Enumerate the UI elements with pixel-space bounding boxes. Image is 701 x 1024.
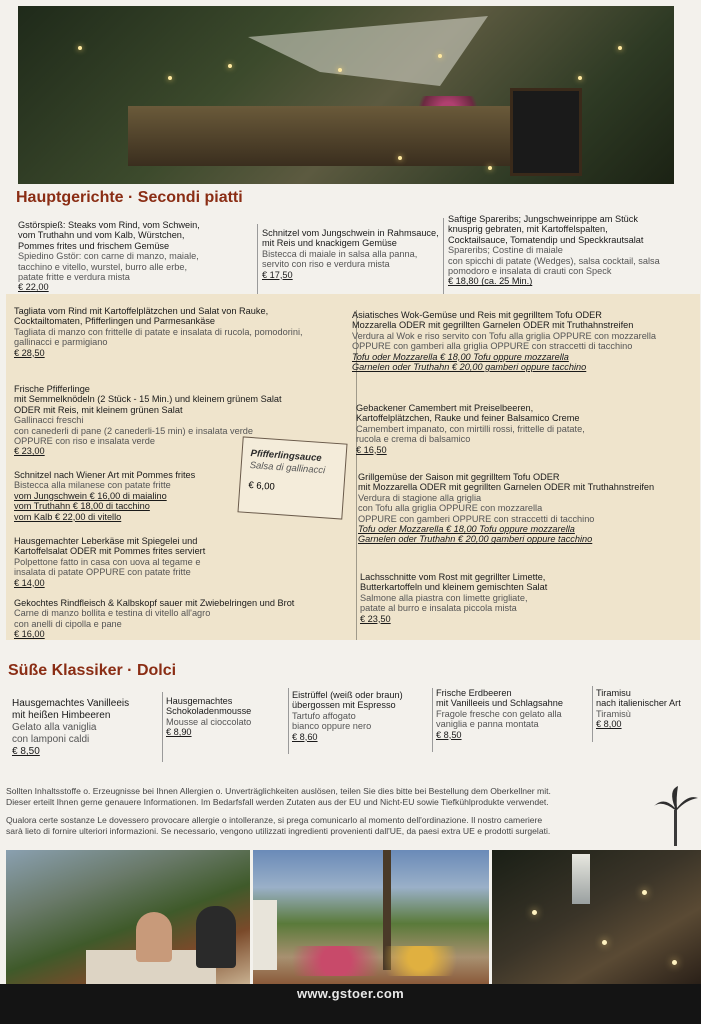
item-it-2: insalata di patate OPPURE con patate fritte xyxy=(14,567,191,578)
item-de-2: mit Mozzarella ODER mit gegrillten Garnelen ODER mit Truthahnstreifen xyxy=(358,482,655,493)
allergy-notice xyxy=(6,786,666,838)
item-de-2: Cocktailtomaten, Pfifferlingen und Parmesankäse xyxy=(14,316,216,327)
dining-couple-photo xyxy=(6,850,250,984)
sauce-note-card xyxy=(237,436,347,519)
item-de-3: Cocktailsauce, Tomatendip und Speckkrautsalat xyxy=(448,234,644,245)
item-it-1: Verdura di stagione alla griglia xyxy=(358,492,482,503)
price-line: vom Jungschwein € 16,00 di maialino xyxy=(14,490,167,501)
item-it-1: Spareribs; Costine di maiale xyxy=(448,245,563,256)
item-it-1: Tartufo affogato xyxy=(292,710,356,721)
item-de-1: Asiatisches Wok-Gemüse und Reis mit gegrilltem Tofu ODER xyxy=(352,310,602,320)
chalkboard-sign xyxy=(510,88,582,176)
item-it-1: Verdura al Wok e riso servito con Tofu alla griglia OPPURE con mozzarella xyxy=(352,330,657,341)
item-de-3: ODER mit Reis, mit kleinem grünen Salat xyxy=(14,404,183,415)
menu-item xyxy=(14,306,350,358)
item-it-2: gallinacci e parmigiano xyxy=(14,337,108,348)
item-de-1: Tiramisu xyxy=(596,688,631,698)
item-it-1: Spiedino Gstör: con carne di manzo, maiale, xyxy=(18,251,199,262)
column-divider xyxy=(257,224,258,298)
item-de-2: Kartoffelplätzchen, Rauke und feiner Balsamico Creme xyxy=(356,413,580,424)
footer-bar xyxy=(0,984,701,1024)
item-it-3: pomodoro e insalata di crauti con Speck xyxy=(448,266,612,277)
item-de-2: mit Vanilleeis und Schlagsahne xyxy=(436,698,564,709)
website-link[interactable]: www.gstoer.com xyxy=(296,986,405,1001)
item-de-2: mit heißen Himbeeren xyxy=(12,710,111,721)
item-it-1: Bistecca di maiale in salsa alla panna, xyxy=(262,248,418,259)
item-de-2: Schokoladenmousse xyxy=(166,706,252,717)
item-it-1: Polpettone fatto in casa con uova al tegame e xyxy=(14,556,201,567)
item-it-2: vaniglia e panna montata xyxy=(436,719,539,730)
price-line: Garnelen oder Truthahn € 20,00 gamberi oppure tacchino xyxy=(358,534,593,545)
menu-item xyxy=(448,214,700,287)
item-de-1: Gstörspieß: Steaks vom Rind, vom Schwein, xyxy=(18,220,200,230)
column-divider xyxy=(443,218,444,298)
sauce-price: € 6,00 xyxy=(247,479,276,493)
item-price: € 17,50 xyxy=(262,269,293,280)
menu-item xyxy=(358,472,698,545)
item-price: € 8,50 xyxy=(436,729,462,740)
section-title-hauptgerichte: Hauptgerichte · Secondi piatti xyxy=(16,189,243,206)
item-de-2: Butterkartoffeln und kleinem gemischten Salat xyxy=(360,582,548,593)
item-it-1: Fragole fresche con gelato alla xyxy=(436,708,562,719)
price-line: Tofu oder Mozzarella € 18,00 Tofu oppure mozzarella xyxy=(352,351,569,362)
item-price: € 16,50 xyxy=(356,444,387,455)
item-de-1: Frische Erdbeeren xyxy=(436,688,512,698)
item-it-3: patate fritte e verdura mista xyxy=(18,272,130,283)
menu-item xyxy=(14,470,244,522)
notice-line: sarà lieto di fornire ulteriori informazioni. Se necessario, vengono utilizzati ingredienti provenienti dall'UE, da paesi extra UE e prodotti surgelati. xyxy=(6,826,551,837)
item-de-2: vom Truthahn und vom Kalb, Würstchen, xyxy=(18,230,185,241)
item-it-2: bianco oppure nero xyxy=(292,721,372,732)
item-de-1: Hausgemachtes Vanilleeis xyxy=(12,698,130,709)
item-de-1: Eistrüffel (weiß oder braun) xyxy=(292,690,403,700)
dessert-item xyxy=(12,698,162,758)
item-de-2: mit Semmelknödeln (2 Stück - 15 Min.) und kleinem grünem Salat xyxy=(14,394,282,405)
item-price: € 28,50 xyxy=(14,347,45,358)
item-de-1: Saftige Spareribs; Jungschweinrippe am Stück xyxy=(448,214,638,224)
item-price: € 22,00 xyxy=(18,282,49,293)
menu-item xyxy=(14,598,354,640)
item-it-2: OPPURE con gamberi alla griglia OPPURE con straccetti di tacchino xyxy=(352,341,633,352)
notice-line: Dieser erteilt Ihnen gerne genauere Informationen. Im Bedarfsfall werden Zutaten aus der EU und Nicht-EU sowie Tiefkühlprodukte verwendet. xyxy=(6,797,549,808)
menu-item xyxy=(18,220,248,293)
price-line: vom Kalb € 22,00 di vitello xyxy=(14,511,122,522)
item-de-2: nach italienischer Art xyxy=(596,698,681,709)
item-it-2: con spicchi di patate (Wedges), salsa cocktail, salsa xyxy=(448,255,660,266)
price-line: Tofu oder Mozzarella € 18,00 Tofu oppure mozzarella xyxy=(358,524,575,535)
column-divider xyxy=(288,688,289,754)
item-it-2: con canederli di pane (2 canederli-15 min) e insalata verde xyxy=(14,425,254,436)
item-it-1: Carne di manzo bollita e testina di vitello all'agro xyxy=(14,608,211,619)
item-de-1: Frische Pfifferlinge xyxy=(14,384,90,394)
notice-line: Qualora certe sostanze Le dovessero provocare allergie o intolleranze, si prega comunicarlo al momento dell'ordinazione. Il nostro cameriere xyxy=(6,814,543,825)
menu-item xyxy=(360,572,690,624)
item-it-1: Mousse al cioccolato xyxy=(166,716,252,727)
item-it-1: Tiramisù xyxy=(596,708,631,719)
column-divider xyxy=(432,688,433,752)
item-de-1: Lachsschnitte vom Rost mit gegrillter Limette, xyxy=(360,572,546,582)
item-it-3: OPPURE con gamberi OPPURE con straccetti di tacchino xyxy=(358,513,595,524)
item-de-2: mit Reis und knackigem Gemüse xyxy=(262,238,397,249)
item-de-1: Tagliata vom Rind mit Kartoffelplätzchen und Salat von Rauke, xyxy=(14,306,269,316)
item-it-1: Salmone alla piastra con limette grigliate, xyxy=(360,592,528,603)
item-price: € 14,00 xyxy=(14,577,45,588)
menu-item xyxy=(14,536,250,588)
sauce-subtitle: Salsa di gallinacci xyxy=(249,460,326,477)
item-it-2: con Tofu alla griglia OPPURE con mozzarella xyxy=(358,503,543,514)
price-line: Garnelen oder Truthahn € 20,00 gamberi oppure tacchino xyxy=(352,362,587,373)
item-de-2: knusprig gebraten, mit Kartoffelspalten, xyxy=(448,224,608,235)
item-de-1: Gekochtes Rindfleisch & Kalbskopf sauer mit Zwiebelringen und Brot xyxy=(14,598,295,608)
garden-palms-photo xyxy=(253,850,489,984)
item-price: € 23,50 xyxy=(360,613,391,624)
item-it-2: con anelli di cipolla e pane xyxy=(14,618,122,629)
item-it-2: con lamponi caldi xyxy=(12,734,90,745)
item-it-1: Camembert impanato, con mirtilli rossi, frittelle di patate, xyxy=(356,423,585,434)
waterfall-night-photo xyxy=(492,850,701,984)
item-de-1: Schnitzel nach Wiener Art mit Pommes frites xyxy=(14,470,196,480)
dessert-item xyxy=(596,688,700,730)
dessert-item xyxy=(292,690,432,742)
dessert-item xyxy=(436,688,588,740)
sauce-title: Pfifferlingsauce xyxy=(250,448,322,464)
item-de-1: Hausgemachtes xyxy=(166,696,233,706)
item-de-2: Mozzarella ODER mit gegrillten Garnelen ODER mit Truthahnstreifen xyxy=(352,320,634,331)
item-it-2: patate al burro e insalata piccola mista xyxy=(360,603,517,614)
item-de-1: Gebackener Camembert mit Preiselbeeren, xyxy=(356,403,534,413)
item-de-1: Grillgemüse der Saison mit gegrilltem Tofu ODER xyxy=(358,472,560,482)
item-de-1: Hausgemachter Leberkäse mit Spiegelei und xyxy=(14,536,198,546)
notice-line: Sollten Inhaltsstoffe o. Erzeugnisse bei Ihnen Allergien o. Unverträglichkeiten auslösen, teilen Sie dies bitte bei Bestellung dem Oberkellner mit. xyxy=(6,786,551,796)
dessert-item xyxy=(166,696,284,738)
item-de-3: Pommes frites und frischem Gemüse xyxy=(18,240,170,251)
section-title-dolci: Süße Klassiker · Dolci xyxy=(8,662,177,679)
menu-item xyxy=(262,228,442,280)
item-price: € 8,60 xyxy=(292,731,318,742)
item-it-1: Gallinacci freschi xyxy=(14,415,84,426)
column-divider xyxy=(592,686,593,742)
item-de-2: Kartoffelsalat ODER mit Pommes frites serviert xyxy=(14,546,206,557)
price-line: vom Truthahn € 18,00 di tacchino xyxy=(14,501,150,512)
item-it-1: Bistecca alla milanese con patate fritte xyxy=(14,480,171,491)
item-price: € 8,00 xyxy=(596,719,622,730)
menu-item xyxy=(352,310,698,372)
item-it-2: tacchino e vitello, wurstel, burro alle erbe, xyxy=(18,261,188,272)
item-it-1: Gelato alla vaniglia xyxy=(12,722,97,733)
item-it-2: servito con riso e verdura mista xyxy=(262,259,390,270)
item-price: € 16,00 xyxy=(14,629,45,640)
item-price: € 23,00 xyxy=(14,446,45,457)
item-price: € 8,50 xyxy=(12,746,40,757)
menu-item xyxy=(356,403,696,455)
item-price: € 18,80 (ca. 25 Min.) xyxy=(448,276,533,287)
item-it-2: rucola e crema di balsamico xyxy=(356,434,471,445)
column-divider xyxy=(162,692,163,762)
item-it-1: Tagliata di manzo con frittelle di patate e insalata di rucola, pomodorini, xyxy=(14,326,303,337)
item-it-3: OPPURE con riso e insalata verde xyxy=(14,436,155,447)
item-price: € 8,90 xyxy=(166,727,192,738)
item-de-2: übergossen mit Espresso xyxy=(292,700,396,711)
palm-tree-icon xyxy=(654,786,698,846)
restaurant-terrace-photo xyxy=(18,6,674,184)
item-de-1: Schnitzel vom Jungschwein in Rahmsauce, xyxy=(262,228,439,238)
